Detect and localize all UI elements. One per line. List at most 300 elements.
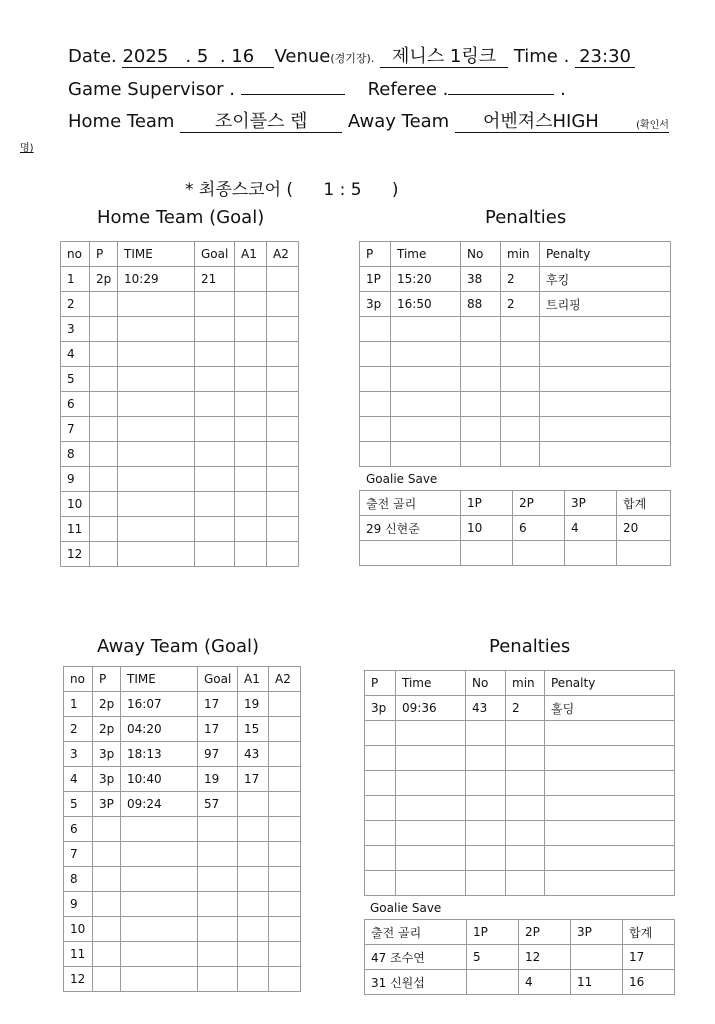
table-cell[interactable] [93, 892, 121, 917]
table-cell[interactable] [195, 417, 235, 442]
table-cell[interactable] [267, 342, 299, 367]
table-cell[interactable] [269, 892, 301, 917]
table-cell[interactable]: 10 [61, 492, 90, 517]
table-cell[interactable] [118, 317, 195, 342]
table-cell[interactable] [501, 442, 540, 467]
table-cell[interactable] [198, 842, 238, 867]
table-cell[interactable]: 17 [238, 767, 269, 792]
table-cell[interactable] [545, 846, 675, 871]
table-row [61, 417, 299, 442]
table-cell[interactable]: 19 [238, 692, 269, 717]
table-cell[interactable] [195, 542, 235, 567]
table-cell[interactable] [540, 417, 671, 442]
table-cell[interactable] [121, 867, 198, 892]
table-cell[interactable] [461, 367, 501, 392]
table-cell[interactable] [391, 317, 461, 342]
table-cell[interactable]: 8 [61, 442, 90, 467]
table-row [64, 942, 301, 967]
table-cell[interactable] [396, 721, 466, 746]
table-cell[interactable]: 04:20 [121, 717, 198, 742]
table-cell[interactable] [90, 467, 118, 492]
table-cell[interactable] [267, 292, 299, 317]
table-cell[interactable] [467, 970, 519, 995]
table-cell[interactable]: 88 [461, 292, 501, 317]
table-cell[interactable] [235, 442, 267, 467]
table-cell[interactable] [545, 771, 675, 796]
table-cell[interactable]: 09:36 [396, 696, 466, 721]
table-cell[interactable] [506, 796, 545, 821]
table-cell[interactable] [195, 392, 235, 417]
table-cell[interactable]: 17 [623, 945, 675, 970]
table-cell[interactable]: 17 [198, 692, 238, 717]
table-cell[interactable] [267, 317, 299, 342]
table-cell[interactable] [93, 967, 121, 992]
table-cell[interactable] [238, 892, 269, 917]
table-cell[interactable] [90, 392, 118, 417]
referee-field[interactable] [448, 94, 554, 95]
table-cell[interactable] [269, 792, 301, 817]
table-cell[interactable]: 4 [61, 342, 90, 367]
away-team-field[interactable] [455, 112, 669, 133]
table-cell[interactable] [365, 796, 396, 821]
supervisor-field[interactable] [241, 94, 345, 95]
table-row [61, 542, 299, 567]
column-header: 출전 골리 [360, 491, 461, 516]
table-cell[interactable]: 7 [64, 842, 93, 867]
table-cell[interactable]: 2 [64, 717, 93, 742]
home-goalie-table [359, 490, 671, 566]
table-cell[interactable]: 1 [64, 692, 93, 717]
table-cell[interactable]: 43 [466, 696, 506, 721]
table-cell[interactable]: 11 [61, 517, 90, 542]
table-cell[interactable] [571, 945, 623, 970]
table-cell[interactable] [238, 917, 269, 942]
table-cell[interactable]: 3P [93, 792, 121, 817]
table-cell[interactable] [466, 721, 506, 746]
table-cell[interactable] [513, 541, 565, 566]
table-cell[interactable] [195, 317, 235, 342]
table-cell[interactable] [545, 721, 675, 746]
table-cell[interactable] [269, 867, 301, 892]
table-cell[interactable] [118, 442, 195, 467]
table-row [61, 367, 299, 392]
table-cell[interactable] [235, 392, 267, 417]
table-cell[interactable] [466, 746, 506, 771]
table-cell[interactable] [360, 392, 391, 417]
table-cell[interactable] [235, 342, 267, 367]
table-cell[interactable] [506, 771, 545, 796]
table-cell[interactable] [121, 917, 198, 942]
table-cell[interactable]: 2 [61, 292, 90, 317]
table-cell[interactable] [90, 442, 118, 467]
table-row [365, 746, 675, 771]
table-cell[interactable] [396, 846, 466, 871]
column-header: A2 [269, 667, 301, 692]
table-row [61, 467, 299, 492]
table-cell[interactable] [118, 417, 195, 442]
table-cell[interactable] [365, 746, 396, 771]
table-cell[interactable]: 6 [61, 392, 90, 417]
table-cell[interactable] [118, 367, 195, 392]
table-cell[interactable] [540, 342, 671, 367]
confirm-label-cont: 명) [20, 143, 34, 154]
table-cell[interactable] [391, 392, 461, 417]
table-cell[interactable] [545, 821, 675, 846]
table-cell[interactable] [365, 821, 396, 846]
table-cell[interactable]: 12 [519, 945, 571, 970]
column-header: No [466, 671, 506, 696]
table-cell[interactable]: 4 [519, 970, 571, 995]
table-cell[interactable] [391, 442, 461, 467]
table-row [64, 742, 301, 767]
column-header: P [360, 242, 391, 267]
table-cell[interactable] [90, 517, 118, 542]
header-line-teams [68, 111, 669, 133]
table-cell[interactable]: 2 [501, 292, 540, 317]
table-cell[interactable] [545, 746, 675, 771]
table-cell[interactable] [267, 267, 299, 292]
table-cell[interactable]: 3p [93, 742, 121, 767]
table-cell[interactable]: 20 [617, 516, 671, 541]
table-cell[interactable] [269, 917, 301, 942]
table-cell[interactable] [461, 392, 501, 417]
table-row [64, 917, 301, 942]
table-cell[interactable] [360, 342, 391, 367]
table-cell[interactable] [118, 342, 195, 367]
table-row [64, 967, 301, 992]
table-cell[interactable]: 홀딩 [545, 696, 675, 721]
table-cell[interactable] [121, 942, 198, 967]
table-cell[interactable] [121, 817, 198, 842]
away-goalie-table [364, 919, 675, 995]
table-cell[interactable] [269, 842, 301, 867]
table-cell[interactable] [267, 367, 299, 392]
table-cell[interactable] [501, 417, 540, 442]
table-cell[interactable] [269, 767, 301, 792]
table-cell[interactable]: 9 [61, 467, 90, 492]
table-cell[interactable] [118, 392, 195, 417]
home-penalties-title: Penalties [485, 207, 567, 228]
table-cell[interactable] [466, 796, 506, 821]
table-cell[interactable] [461, 342, 501, 367]
table-cell[interactable] [466, 846, 506, 871]
table-cell[interactable]: 57 [198, 792, 238, 817]
table-cell[interactable] [93, 817, 121, 842]
table-cell[interactable]: 47 조수연 [365, 945, 467, 970]
table-cell[interactable] [391, 367, 461, 392]
table-cell[interactable]: 6 [513, 516, 565, 541]
table-cell[interactable] [121, 967, 198, 992]
table-cell[interactable]: 7 [61, 417, 90, 442]
table-cell[interactable] [506, 846, 545, 871]
away-goalie-header-row [365, 920, 675, 945]
table-cell[interactable] [269, 717, 301, 742]
table-cell[interactable] [466, 821, 506, 846]
table-cell[interactable] [396, 746, 466, 771]
table-row [360, 442, 671, 467]
column-header: 출전 골리 [365, 920, 467, 945]
table-cell[interactable] [195, 442, 235, 467]
table-cell[interactable]: 09:24 [121, 792, 198, 817]
table-cell[interactable] [235, 467, 267, 492]
table-cell[interactable] [461, 442, 501, 467]
table-cell[interactable] [235, 367, 267, 392]
date-month: . 5 [185, 46, 209, 67]
away-goalie-save-label: Goalie Save [370, 901, 442, 915]
table-cell[interactable] [506, 871, 545, 896]
home-goals-header-row [61, 242, 299, 267]
table-cell[interactable] [396, 871, 466, 896]
date-day: . 16 [219, 46, 255, 67]
table-cell[interactable]: 31 신원섭 [365, 970, 467, 995]
table-cell[interactable] [267, 517, 299, 542]
table-row [365, 771, 675, 796]
table-cell[interactable] [90, 342, 118, 367]
table-cell[interactable] [396, 771, 466, 796]
table-cell[interactable] [238, 867, 269, 892]
table-cell[interactable] [198, 917, 238, 942]
column-header: Penalty [540, 242, 671, 267]
table-row [61, 317, 299, 342]
table-cell[interactable]: 5 [467, 945, 519, 970]
table-cell[interactable]: 15:20 [391, 267, 461, 292]
table-cell[interactable] [506, 746, 545, 771]
table-cell[interactable] [235, 542, 267, 567]
table-cell[interactable]: 17 [198, 717, 238, 742]
time-label: Time . [513, 46, 570, 67]
table-row [61, 442, 299, 467]
table-cell[interactable]: 11 [571, 970, 623, 995]
table-cell[interactable]: 97 [198, 742, 238, 767]
table-cell[interactable] [235, 317, 267, 342]
column-header: no [61, 242, 90, 267]
table-cell[interactable]: 3p [360, 292, 391, 317]
table-cell[interactable] [198, 867, 238, 892]
table-cell[interactable] [360, 541, 461, 566]
away-goals-title: Away Team (Goal) [97, 636, 260, 657]
table-cell[interactable]: 18:13 [121, 742, 198, 767]
table-cell[interactable] [461, 417, 501, 442]
table-cell[interactable] [90, 367, 118, 392]
table-cell[interactable]: 15 [238, 717, 269, 742]
table-cell[interactable] [235, 292, 267, 317]
table-cell[interactable] [90, 542, 118, 567]
table-cell[interactable] [540, 367, 671, 392]
table-cell[interactable]: 4 [565, 516, 617, 541]
venue-sub-label: (경기장). [330, 52, 375, 65]
table-cell[interactable] [365, 721, 396, 746]
table-row [360, 267, 671, 292]
table-cell[interactable] [198, 942, 238, 967]
column-header: 합계 [623, 920, 675, 945]
table-row [61, 517, 299, 542]
table-cell[interactable]: 21 [195, 267, 235, 292]
table-cell[interactable] [391, 417, 461, 442]
table-cell[interactable]: 트리핑 [540, 292, 671, 317]
table-cell[interactable] [267, 542, 299, 567]
table-cell[interactable]: 19 [198, 767, 238, 792]
table-cell[interactable]: 10:29 [118, 267, 195, 292]
table-row [360, 342, 671, 367]
table-cell[interactable] [391, 342, 461, 367]
table-cell[interactable] [545, 796, 675, 821]
table-cell[interactable] [540, 392, 671, 417]
table-cell[interactable] [93, 942, 121, 967]
table-cell[interactable] [93, 867, 121, 892]
table-cell[interactable] [235, 517, 267, 542]
table-cell[interactable] [267, 492, 299, 517]
table-cell[interactable] [545, 871, 675, 896]
table-cell[interactable] [118, 292, 195, 317]
table-cell[interactable] [195, 342, 235, 367]
table-cell[interactable]: 10:40 [121, 767, 198, 792]
table-cell[interactable] [540, 442, 671, 467]
table-cell[interactable] [501, 392, 540, 417]
table-cell[interactable] [195, 292, 235, 317]
table-cell[interactable]: 43 [238, 742, 269, 767]
table-cell[interactable] [267, 467, 299, 492]
table-cell[interactable] [238, 817, 269, 842]
table-cell[interactable] [235, 417, 267, 442]
table-cell[interactable] [360, 317, 391, 342]
table-cell[interactable]: 12 [64, 967, 93, 992]
table-cell[interactable]: 10 [64, 917, 93, 942]
home-team-field[interactable]: 조이플스 렙 [180, 112, 342, 133]
table-row [64, 767, 301, 792]
table-cell[interactable]: 5 [64, 792, 93, 817]
table-cell[interactable] [238, 967, 269, 992]
table-cell[interactable] [466, 871, 506, 896]
table-cell[interactable]: 2p [93, 692, 121, 717]
table-cell[interactable]: 5 [61, 367, 90, 392]
table-cell[interactable] [235, 492, 267, 517]
table-cell[interactable] [90, 492, 118, 517]
table-cell[interactable] [90, 417, 118, 442]
table-cell[interactable] [269, 942, 301, 967]
venue-label: Venue [274, 46, 331, 67]
table-row [360, 317, 671, 342]
table-cell[interactable] [269, 967, 301, 992]
table-cell[interactable] [238, 842, 269, 867]
table-cell[interactable] [195, 367, 235, 392]
table-cell[interactable]: 3p [365, 696, 396, 721]
table-cell[interactable] [90, 292, 118, 317]
table-cell[interactable]: 38 [461, 267, 501, 292]
table-cell[interactable] [269, 817, 301, 842]
venue-field[interactable]: 제니스 1링크 [380, 47, 508, 68]
table-cell[interactable] [118, 492, 195, 517]
table-row [64, 792, 301, 817]
table-cell[interactable]: 2p [90, 267, 118, 292]
table-cell[interactable]: 12 [61, 542, 90, 567]
table-cell[interactable]: 후킹 [540, 267, 671, 292]
time-field[interactable]: 23:30 [575, 47, 635, 68]
table-cell[interactable] [267, 442, 299, 467]
table-row [365, 945, 675, 970]
table-cell[interactable] [360, 442, 391, 467]
table-row [64, 717, 301, 742]
table-cell[interactable] [93, 917, 121, 942]
table-cell[interactable] [238, 942, 269, 967]
table-cell[interactable] [118, 517, 195, 542]
table-cell[interactable]: 2p [93, 717, 121, 742]
table-cell[interactable]: 3p [93, 767, 121, 792]
table-cell[interactable]: 1P [360, 267, 391, 292]
table-cell[interactable] [396, 796, 466, 821]
table-cell[interactable] [506, 721, 545, 746]
table-cell[interactable]: 16:50 [391, 292, 461, 317]
table-cell[interactable] [501, 367, 540, 392]
table-cell[interactable] [461, 541, 513, 566]
table-cell[interactable] [195, 517, 235, 542]
table-cell[interactable] [501, 342, 540, 367]
table-cell[interactable] [93, 842, 121, 867]
table-cell[interactable] [267, 417, 299, 442]
table-cell[interactable] [269, 692, 301, 717]
table-cell[interactable] [195, 467, 235, 492]
table-cell[interactable] [269, 742, 301, 767]
table-cell[interactable] [365, 771, 396, 796]
table-cell[interactable]: 3 [64, 742, 93, 767]
table-cell[interactable] [121, 892, 198, 917]
table-cell[interactable]: 3 [61, 317, 90, 342]
table-cell[interactable] [360, 367, 391, 392]
table-cell[interactable] [121, 842, 198, 867]
table-cell[interactable] [198, 892, 238, 917]
table-cell[interactable]: 11 [64, 942, 93, 967]
table-cell[interactable]: 16 [623, 970, 675, 995]
table-cell[interactable] [565, 541, 617, 566]
table-cell[interactable]: 1 [61, 267, 90, 292]
table-cell[interactable] [360, 417, 391, 442]
table-cell[interactable] [461, 317, 501, 342]
table-cell[interactable]: 4 [64, 767, 93, 792]
table-cell[interactable] [195, 492, 235, 517]
table-cell[interactable] [506, 821, 545, 846]
table-cell[interactable] [198, 967, 238, 992]
table-cell[interactable] [396, 821, 466, 846]
table-cell[interactable] [118, 467, 195, 492]
table-cell[interactable] [238, 792, 269, 817]
table-cell[interactable] [617, 541, 671, 566]
table-cell[interactable]: 8 [64, 867, 93, 892]
column-header: Goal [198, 667, 238, 692]
table-cell[interactable]: 6 [64, 817, 93, 842]
table-cell[interactable] [118, 542, 195, 567]
table-cell[interactable] [90, 317, 118, 342]
table-cell[interactable]: 29 신현준 [360, 516, 461, 541]
table-row [64, 867, 301, 892]
table-cell[interactable] [198, 817, 238, 842]
table-row [365, 721, 675, 746]
home-goals-table [60, 241, 299, 567]
away-goals-table [63, 666, 301, 992]
table-cell[interactable]: 2 [506, 696, 545, 721]
table-cell[interactable] [466, 771, 506, 796]
table-cell[interactable]: 16:07 [121, 692, 198, 717]
table-cell[interactable]: 10 [461, 516, 513, 541]
table-cell[interactable] [365, 871, 396, 896]
date-field[interactable] [122, 47, 274, 68]
table-cell[interactable] [540, 317, 671, 342]
table-row [360, 367, 671, 392]
table-cell[interactable] [365, 846, 396, 871]
table-cell[interactable] [267, 392, 299, 417]
table-cell[interactable] [235, 267, 267, 292]
table-cell[interactable]: 2 [501, 267, 540, 292]
table-cell[interactable]: 9 [64, 892, 93, 917]
table-cell[interactable] [501, 317, 540, 342]
